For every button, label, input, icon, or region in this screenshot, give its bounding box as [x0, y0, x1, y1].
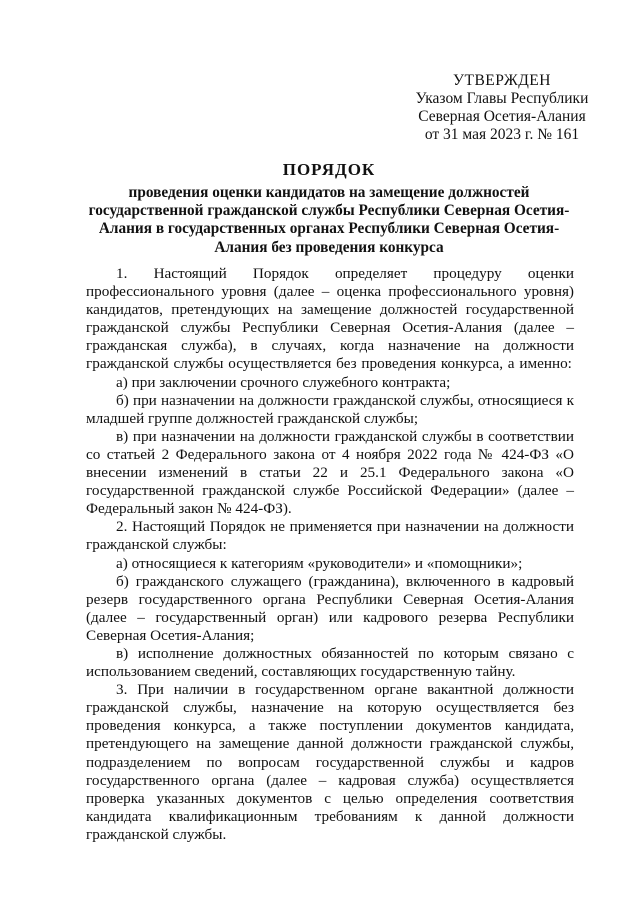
- approval-stamp: [392, 72, 612, 144]
- document-body: [86, 265, 574, 844]
- approval-region: Северная Осетия-Алания: [418, 108, 586, 125]
- paragraph-2c: в) исполнение должностных обязанностей по которым связано с использованием сведений, составляющих государственную тайну.: [86, 644, 574, 681]
- document-title-block: [80, 160, 578, 257]
- document-subtitle: проведения оценки кандидатов на замещение должностей государственной гражданской службы Республики Северная Осетия-Алания в государственных органах Республики Северная Осетия-Алания без проведения конкурса: [88, 184, 570, 256]
- approval-heading: УТВЕРЖДЕН: [453, 72, 551, 89]
- paragraph-1b: б) при назначении на должности гражданской службы, относящиеся к младшей группе должностей гражданской службы;: [86, 391, 574, 427]
- paragraph-1: 1. Настоящий Порядок определяет процедуру оценки профессионального уровня (далее – оценка профессионального уровня) кандидатов, претендующих на замещение должностей государственной гражданской службы Республики Северная Осетия-Алания (далее – гражданская служба), в случаях, когда назначение на должности гражданской службы осуществляется без проведения конкурса, а именно:: [86, 265, 574, 373]
- paragraph-1a: а) при заключении срочного служебного контракта;: [116, 373, 451, 391]
- paragraph-2a: а) относящиеся к категориям «руководители» и «помощники»;: [116, 554, 523, 572]
- approval-date: от 31 мая 2023 г. № 161: [424, 126, 580, 143]
- paragraph-2: 2. Настоящий Порядок не применяется при назначении на должности гражданской службы:: [86, 518, 574, 554]
- paragraph-1c: в) при назначении на должности гражданской службы в соответствии со статьей 2 Федерального закона от 4 ноября 2022 года № 424-ФЗ «О внесении изменений в статьи 22 и 25.1 Федерального закона «О государственной гражданской службе Российской Федерации» (далее – Федеральный закон № 424-ФЗ).: [86, 427, 574, 518]
- approval-decree: Указом Главы Республики: [415, 90, 589, 107]
- paragraph-3: 3. При наличии в государственном органе вакантной должности гражданской службы, назначение на которую осуществляется без проведения конкурса, а также поступлении документов кандидата, претендующего на замещение данной должности гражданской службы, подразделением по вопросам государственной службы и кадров государственного органа (далее – кадровая служба) осуществляется проверка указанных документов с целью определения соответствия кандидата квалификационным требованиям к данной должности гражданской службы.: [86, 681, 574, 843]
- paragraph-2b: б) гражданского служащего (гражданина), включенного в кадровый резерв государственного органа Республики Северная Осетия-Алания (далее – государственный орган) или кадрового резерва Республики Северная Осетия-Алания;: [86, 572, 574, 644]
- document-title: ПОРЯДОК: [282, 160, 376, 179]
